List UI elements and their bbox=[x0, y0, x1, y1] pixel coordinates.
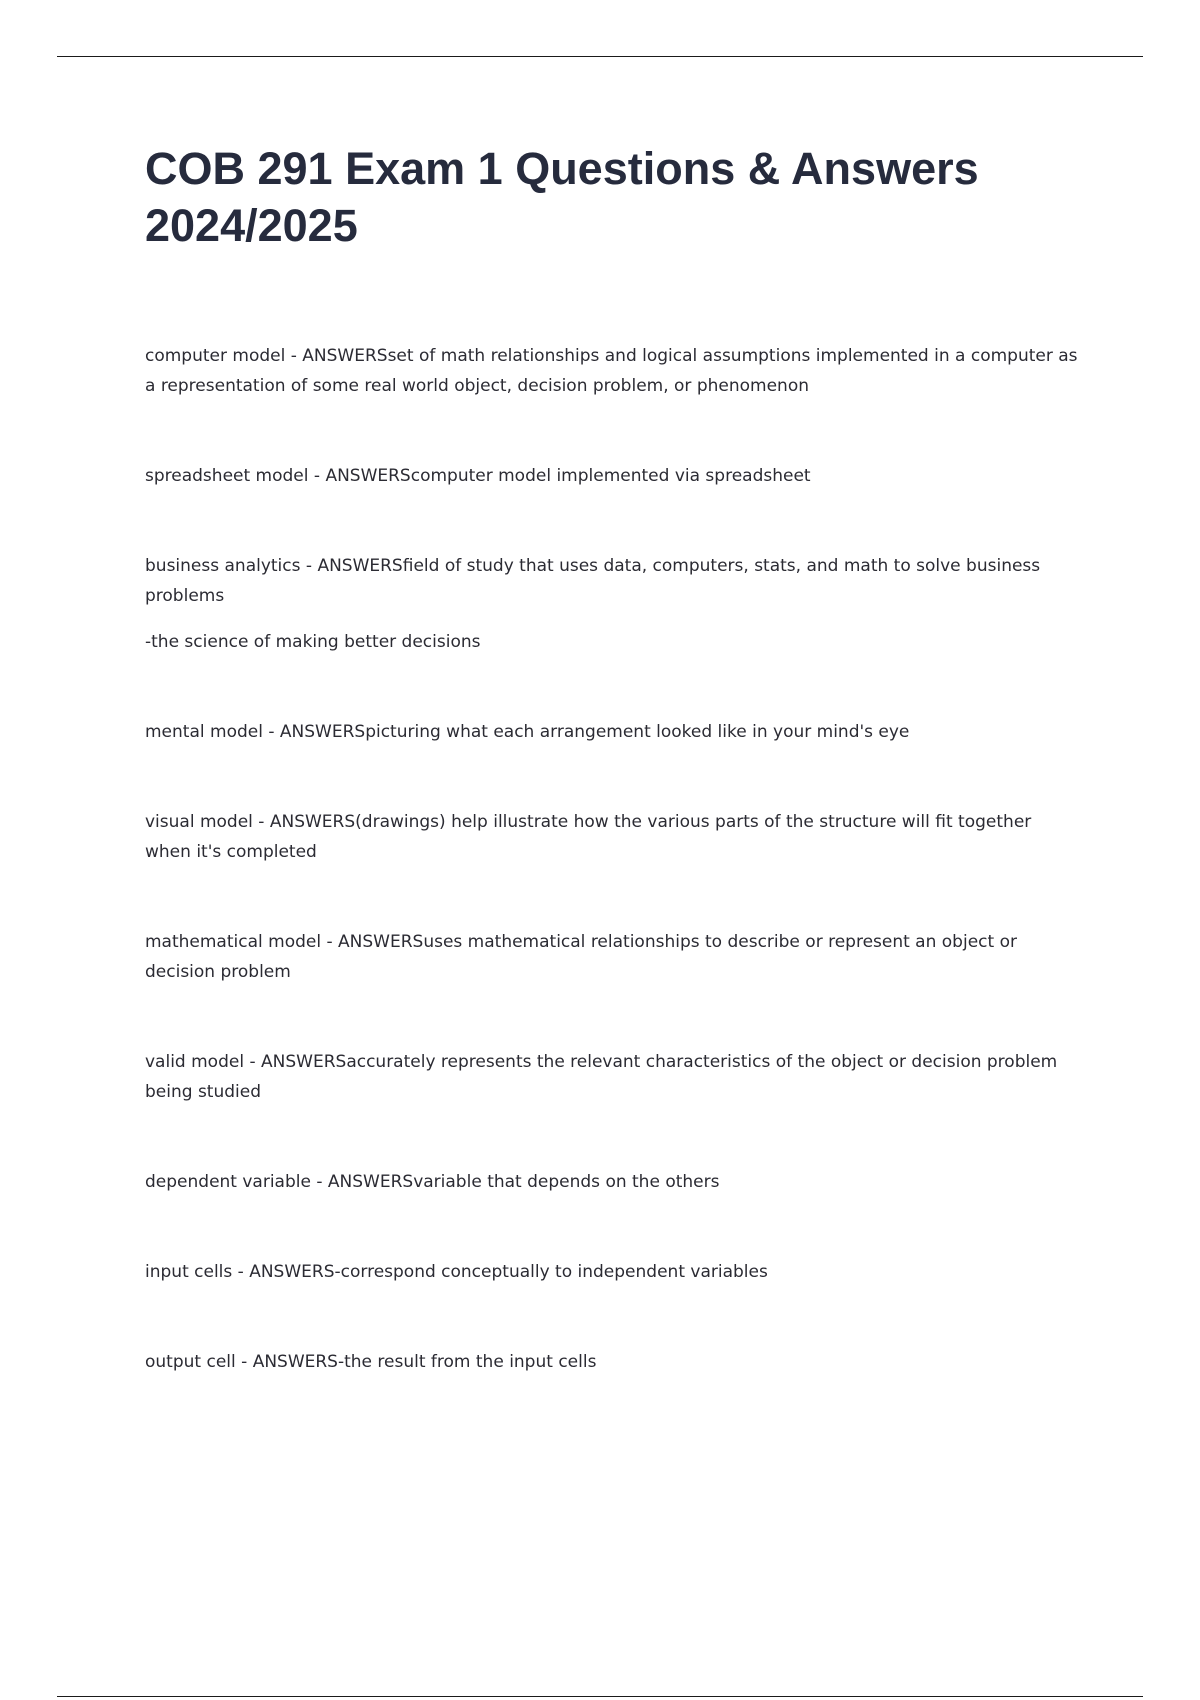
qa-answer: -correspond conceptually to independent variables bbox=[334, 1262, 768, 1282]
qa-item: input cells - ANSWERS-correspond conceptually to independent variables bbox=[145, 1262, 768, 1282]
title-line-1: COB 291 Exam 1 Questions & Answers bbox=[145, 143, 979, 194]
qa-item: spreadsheet model - ANSWERScomputer model implemented via spreadsheet bbox=[145, 466, 811, 486]
qa-answer: -the result from the input cells bbox=[337, 1352, 597, 1372]
answer-marker: ANSWERS bbox=[317, 556, 403, 576]
document-body bbox=[145, 140, 1080, 1377]
qa-term: mental model bbox=[145, 722, 263, 742]
answer-marker: ANSWERS bbox=[261, 1052, 347, 1072]
qa-answer: set of math relationships and logical assumptions implemented in a computer as a representation of some real world object, decision problem, or phenomenon bbox=[145, 346, 1078, 396]
qa-term: dependent variable bbox=[145, 1172, 311, 1192]
answer-marker: ANSWERS bbox=[279, 722, 366, 742]
qa-item: dependent variable - ANSWERSvariable that depends on the others bbox=[145, 1172, 720, 1192]
qa-term: input cells bbox=[145, 1262, 233, 1282]
answer-marker: ANSWERS bbox=[269, 812, 356, 832]
answer-marker: ANSWERS bbox=[338, 932, 424, 952]
qa-term: output cell bbox=[145, 1352, 236, 1372]
bottom-rule bbox=[57, 1696, 1143, 1697]
title-line-2: 2024/2025 bbox=[145, 200, 358, 251]
document-title bbox=[145, 140, 1080, 254]
answer-marker: ANSWERS bbox=[325, 466, 411, 486]
qa-term: spreadsheet model bbox=[145, 466, 309, 486]
qa-answer: variable that depends on the others bbox=[413, 1172, 720, 1192]
answer-marker: ANSWERS bbox=[249, 1262, 335, 1282]
qa-item: computer model - ANSWERSset of math relationships and logical assumptions implemented in a computer as a representation of some real world object, decision problem, or phenomenon bbox=[145, 346, 1078, 396]
answer-marker: ANSWERS bbox=[327, 1172, 414, 1192]
qa-answer: field of study that uses data, computers, stats, and math to solve business problems bbox=[145, 556, 1041, 606]
answer-marker: ANSWERS bbox=[302, 346, 388, 366]
qa-answer: (drawings) help illustrate how the various parts of the structure will fit together when it's completed bbox=[145, 812, 1032, 862]
qa-item: valid model - ANSWERSaccurately represents the relevant characteristics of the object or decision problem being studied bbox=[145, 1052, 1058, 1102]
qa-item: output cell - ANSWERS-the result from the input cells bbox=[145, 1352, 597, 1372]
qa-item: business analytics - ANSWERSfield of study that uses data, computers, stats, and math to solve business problems -the science of making better decisions bbox=[145, 551, 1080, 657]
qa-term: mathematical model bbox=[145, 932, 322, 952]
qa-answer: picturing what each arrangement looked like in your mind's eye bbox=[365, 722, 910, 742]
qa-answer: computer model implemented via spreadsheet bbox=[410, 466, 811, 486]
qa-term: business analytics bbox=[145, 556, 301, 576]
qa-term: visual model bbox=[145, 812, 253, 832]
qa-item: mental model - ANSWERSpicturing what each arrangement looked like in your mind's eye bbox=[145, 722, 910, 742]
qa-item: mathematical model - ANSWERSuses mathematical relationships to describe or represent an object or decision problem bbox=[145, 932, 1017, 982]
qa-item: visual model - ANSWERS(drawings) help illustrate how the various parts of the structure will fit together when it's completed bbox=[145, 812, 1032, 862]
qa-answer: uses mathematical relationships to describe or represent an object or decision problem bbox=[145, 932, 1017, 982]
qa-term: valid model bbox=[145, 1052, 245, 1072]
answer-marker: ANSWERS bbox=[252, 1352, 338, 1372]
top-rule bbox=[57, 56, 1143, 57]
qa-extra-line: -the science of making better decisions bbox=[145, 632, 481, 652]
qa-answer: accurately represents the relevant characteristics of the object or decision problem being studied bbox=[145, 1052, 1058, 1102]
qa-list bbox=[145, 341, 1080, 1377]
qa-term: computer model bbox=[145, 346, 286, 366]
